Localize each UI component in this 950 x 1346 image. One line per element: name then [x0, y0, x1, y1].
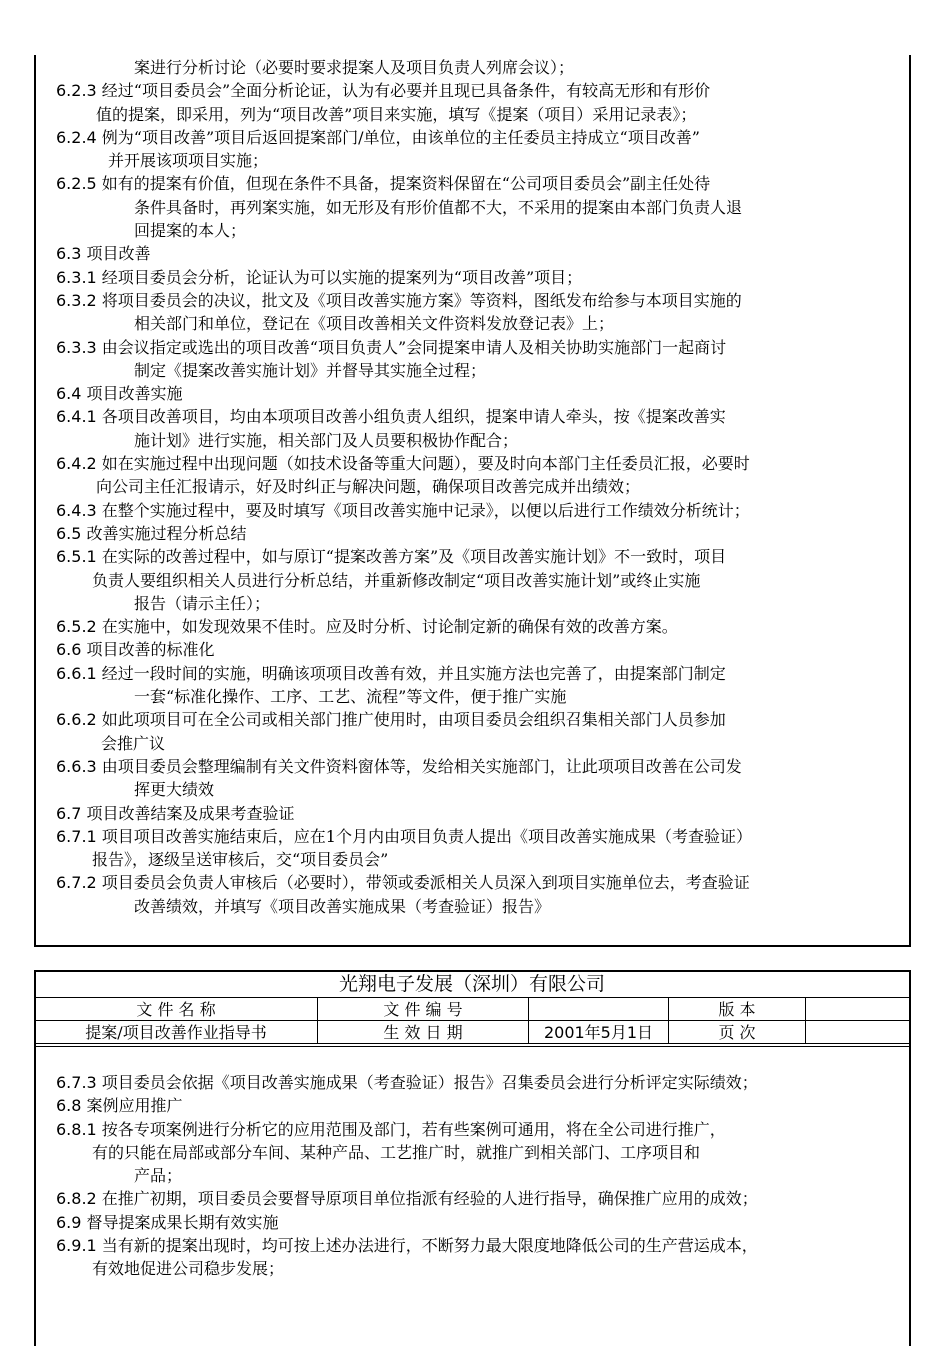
section-text: 有的只能在局部或部分车间、某种产品、工艺推广时，就推广到相关部门、工序项目和 — [92, 1142, 701, 1162]
section-text: 由会议指定或选出的项目改善“项目负责人”会同提案申请人及相关协助实施部门一起商讨 — [96, 337, 727, 357]
section-text: 项目改善结案及成果考查验证 — [81, 803, 295, 823]
section-text: 负责人要组织相关人员进行分析总结，并重新修改制定“项目改善实施计划”或终止实施 — [92, 570, 701, 590]
section-number: 6.3.3 — [56, 337, 97, 357]
section-text: 在实施中，如发现效果不佳时。应及时分析、讨论制定新的确保有效的改善方案。 — [96, 617, 678, 637]
text-line — [56, 429, 752, 452]
text-line — [56, 196, 752, 219]
section-6-2-4 — [56, 126, 752, 149]
section-6-5-1 — [56, 545, 752, 568]
section-6-4 — [56, 382, 752, 405]
section-6-8-1 — [56, 1118, 758, 1141]
section-text: 挥更大绩效 — [134, 780, 215, 800]
section-text: 项目改善 — [81, 244, 151, 264]
text-line — [56, 732, 752, 755]
section-number: 6.7.1 — [56, 826, 97, 846]
section-number: 6.8.1 — [56, 1119, 97, 1139]
section-6-6-2 — [56, 708, 752, 731]
page-2-content — [56, 1071, 758, 1281]
section-6-7-1 — [56, 825, 752, 848]
section-number: 6.5 — [56, 523, 82, 543]
section-6-9 — [56, 1211, 758, 1234]
section-text: 一套“标准化操作、工序、工艺、流程”等文件，便于推广实施 — [134, 687, 567, 707]
section-6-7-2 — [56, 871, 752, 894]
section-text: 项目改善的标准化 — [81, 640, 215, 660]
document-header — [34, 970, 909, 1044]
text-line — [56, 312, 752, 335]
page-label: 页 次 — [669, 1021, 806, 1044]
text-line — [56, 848, 752, 871]
section-number: 6.4.1 — [56, 407, 97, 427]
section-number: 6.4 — [56, 384, 82, 404]
file-name-label: 文 件 名 称 — [35, 998, 318, 1021]
section-text: 制定《提案改善实施计划》并督导其实施全过程； — [134, 360, 487, 380]
section-number: 6.6.2 — [56, 710, 97, 730]
section-6-4-1 — [56, 405, 752, 428]
section-6-4-2 — [56, 452, 752, 475]
section-text: 案例应用推广 — [81, 1096, 183, 1116]
section-6-8-2 — [56, 1187, 758, 1210]
section-text: 相关部门和单位，登记在《项目改善相关文件资料发放登记表》上； — [134, 314, 615, 334]
text-line — [56, 592, 752, 615]
section-number: 6.5.2 — [56, 617, 97, 637]
section-text: 报告》，逐级呈送审核后，交“项目委员会” — [92, 850, 389, 870]
text-line — [56, 778, 752, 801]
section-text: 案进行分析讨论（必要时要求提案人及项目负责人列席会议）； — [134, 58, 575, 77]
section-6-5 — [56, 522, 752, 545]
text-line — [56, 56, 752, 79]
company-name: 光翔电子发展（深圳）有限公司 — [35, 971, 910, 998]
section-6-5-2 — [56, 615, 752, 638]
section-number: 6.2.3 — [56, 81, 97, 101]
section-text: 经过一段时间的实施，明确该项项目改善有效，并且实施方法也完善了，由提案部门制定 — [96, 663, 726, 683]
section-number: 6.2.4 — [56, 127, 97, 147]
section-6-7 — [56, 802, 752, 825]
section-number: 6.3.1 — [56, 267, 97, 287]
section-text: 经过“项目委员会”全面分析论证，认为有必要并且现已具备条件，有较高无形和有形价 — [96, 81, 711, 101]
text-line — [56, 895, 752, 918]
text-line — [56, 1257, 758, 1280]
section-text: 回提案的本人； — [134, 221, 247, 241]
section-6-6-1 — [56, 662, 752, 685]
header-divider — [34, 1046, 909, 1047]
section-number: 6.7.2 — [56, 873, 97, 893]
section-text: 施计划》进行实施，相关部门及人员要积极协作配合； — [134, 430, 519, 450]
section-text: 报告（请示主任）； — [134, 593, 271, 613]
section-6-3-3 — [56, 336, 752, 359]
page-value — [806, 1021, 910, 1044]
text-line — [56, 569, 752, 592]
section-text: 项目改善实施 — [81, 384, 183, 404]
section-text: 在推广初期，项目委员会要督导原项目单位指派有经验的人进行指导，确保推广应用的成效； — [96, 1189, 758, 1209]
section-text: 当有新的提案出现时，均可按上述办法进行，不断努力最大限度地降低公司的生产营运成本， — [96, 1236, 758, 1256]
text-line — [56, 1141, 758, 1164]
section-6-3-2 — [56, 289, 752, 312]
section-number: 6.9 — [56, 1212, 82, 1232]
section-text: 各项目改善项目，均由本项项目改善小组负责人组织，提案申请人牵头，按《提案改善实 — [96, 407, 726, 427]
section-6-6-3 — [56, 755, 752, 778]
text-line — [56, 475, 752, 498]
section-6-9-1 — [56, 1234, 758, 1257]
section-6-2-5 — [56, 172, 752, 195]
section-text: 产品； — [134, 1166, 183, 1186]
section-number: 6.2.5 — [56, 174, 97, 194]
section-text: 值的提案，即采用，列为“项目改善”项目来实施，填写《提案（项目）采用记录表》； — [96, 104, 697, 124]
section-text: 如在实施过程中出现问题（如技术设备等重大问题），要及时向本部门主任委员汇报，必要时 — [96, 454, 750, 474]
section-number: 6.8 — [56, 1096, 82, 1116]
section-6-2-3 — [56, 79, 752, 102]
section-6-7-3 — [56, 1071, 758, 1094]
section-text: 如此项项目可在全公司或相关部门推广使用时，由项目委员会组织召集相关部门人员参加 — [96, 710, 726, 730]
section-number: 6.3.2 — [56, 290, 97, 310]
section-number: 6.4.3 — [56, 500, 97, 520]
section-text: 改善绩效，并填写《项目改善实施成果（考查验证）报告》 — [134, 896, 551, 916]
section-6-3 — [56, 242, 752, 265]
section-6-4-3 — [56, 499, 752, 522]
section-text: 经项目委员会分析，论证认为可以实施的提案列为“项目改善”项目； — [96, 267, 583, 287]
version-value — [806, 998, 910, 1021]
effective-date: 2001年5月1日 — [529, 1021, 669, 1044]
section-text: 例为“项目改善”项目后返回提案部门/单位，由该单位的主任委员主持成立“项目改善” — [96, 127, 700, 147]
file-name: 提案/项目改善作业指导书 — [35, 1021, 318, 1044]
version-label: 版 本 — [669, 998, 806, 1021]
section-number: 6.3 — [56, 244, 82, 264]
section-text: 督导提案成果长期有效实施 — [81, 1212, 279, 1232]
section-6-8 — [56, 1094, 758, 1117]
section-text: 在实际的改善过程中，如与原订“提案改善方案”及《项目改善实施计划》不一致时，项目 — [96, 547, 727, 567]
section-text: 会推广议 — [101, 733, 166, 753]
file-no-label: 文 件 编 号 — [318, 998, 529, 1021]
text-line — [56, 219, 752, 242]
section-number: 6.9.1 — [56, 1236, 97, 1256]
section-6-3-1 — [56, 266, 752, 289]
section-text: 并开展该项项目实施； — [108, 151, 269, 171]
text-line — [56, 359, 752, 382]
section-text: 项目委员会负责人审核后（必要时），带领或委派相关人员深入到项目实施单位去，考查验证 — [96, 873, 750, 893]
section-text: 改善实施过程分析总结 — [81, 523, 247, 543]
section-text: 项目委员会依据《项目改善实施成果（考查验证）报告》召集委员会进行分析评定实际绩效； — [96, 1073, 758, 1092]
section-text: 条件具备时，再列案实施，如无形及有形价值都不大，不采用的提案由本部门负责人退 — [134, 197, 743, 217]
section-number: 6.4.2 — [56, 454, 97, 474]
page-1-content — [56, 56, 752, 918]
section-number: 6.7.3 — [56, 1073, 97, 1092]
section-text: 如有的提案有价值，但现在条件不具备，提案资料保留在“公司项目委员会”副主任处待 — [96, 174, 711, 194]
file-no-value — [529, 998, 669, 1021]
section-6-6 — [56, 638, 752, 661]
text-line — [56, 149, 752, 172]
section-number: 6.6.3 — [56, 756, 97, 776]
section-text: 项目项目改善实施结束后，应在1个月内由项目负责人提出《项目改善实施成果（考查验证） — [96, 826, 752, 846]
section-number: 6.7 — [56, 803, 82, 823]
section-number: 6.5.1 — [56, 547, 97, 567]
section-number: 6.8.2 — [56, 1189, 97, 1209]
section-text: 向公司主任汇报请示，好及时纠正与解决问题，确保项目改善完成并出绩效； — [96, 477, 641, 497]
section-number: 6.6.1 — [56, 663, 97, 683]
section-text: 有效地促进公司稳步发展； — [92, 1259, 285, 1279]
section-text: 由项目委员会整理编制有关文件资料窗体等，发给相关实施部门，让此项项目改善在公司发 — [96, 756, 742, 776]
section-text: 按各专项案例进行分析它的应用范围及部门，若有些案例可通用，将在全公司进行推广， — [96, 1119, 726, 1139]
text-line — [56, 1164, 758, 1187]
section-text: 在整个实施过程中，要及时填写《项目改善实施中记录》，以便以后进行工作绩效分析统计； — [96, 500, 750, 520]
section-text: 将项目委员会的决议，批文及《项目改善实施方案》等资料，图纸发布给参与本项目实施的 — [96, 290, 742, 310]
text-line — [56, 103, 752, 126]
section-number: 6.6 — [56, 640, 82, 660]
effective-date-label: 生 效 日 期 — [318, 1021, 529, 1044]
text-line — [56, 685, 752, 708]
